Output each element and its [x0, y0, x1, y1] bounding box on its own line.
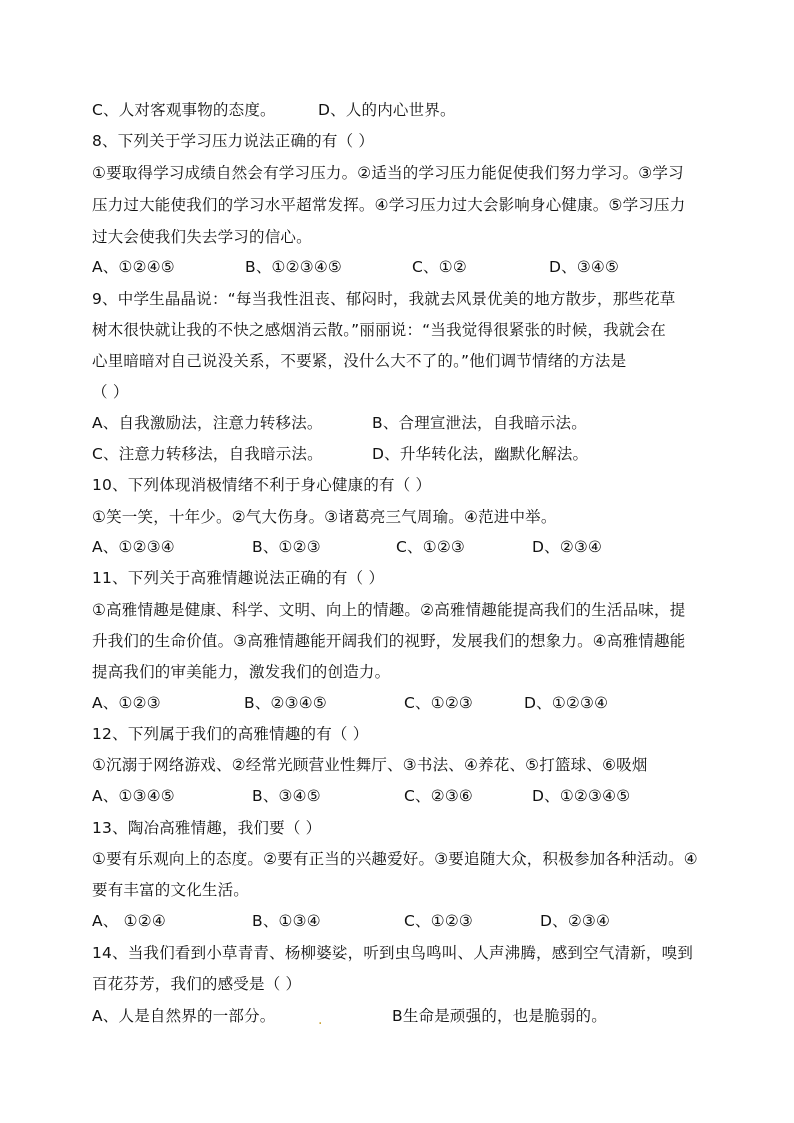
option-b: B、①②③ — [252, 538, 321, 556]
question-14-stem: 百花芬芳，我们的感受是（ ） — [92, 975, 302, 993]
option-d: D、①②③④ — [524, 694, 609, 712]
option-b: B、合理宣泄法，自我暗示法。 — [372, 414, 587, 432]
option-a: A、人是自然界的一部分。 — [92, 1007, 276, 1025]
question-13-stem: 13、陶冶高雅情趣，我们要（ ） — [92, 819, 322, 837]
option-d: D、升华转化法，幽默化解法。 — [372, 445, 589, 463]
option-b: B、①②③④⑤ — [245, 258, 343, 276]
question-11-statement-line: 升我们的生命价值。③高雅情趣能开阔我们的视野，发展我们的想象力。④高雅情趣能 — [92, 632, 686, 650]
option-b: B、①③④ — [252, 912, 321, 930]
question-13-statement-line: ①要有乐观向上的态度。②要有正当的兴趣爱好。③要追随大众，积极参加各种活动。④ — [92, 850, 698, 868]
option-d: D、②③④ — [540, 912, 611, 930]
option-a: A、①②③④ — [92, 538, 175, 556]
option-a: A、 ①②④ — [92, 912, 166, 930]
option-a: A、①③④⑤ — [92, 787, 175, 805]
question-9-stem: （ ） — [92, 383, 129, 401]
question-10-statement-line: ①笑一笑，十年少。②气大伤身。③诸葛亮三气周瑜。④范进中举。 — [92, 508, 557, 526]
option-c: C、①② — [412, 258, 467, 276]
question-11-stem: 11、下列关于高雅情趣说法正确的有（ ） — [92, 569, 385, 587]
option-d: D、③④⑤ — [549, 258, 620, 276]
option-b: B、③④⑤ — [252, 787, 321, 805]
option-c: C、①②③ — [404, 912, 474, 930]
option-c: C、注意力转移法，自我暗示法。 — [92, 445, 323, 463]
option-b: B生命是顽强的，也是脆弱的。 — [392, 1007, 607, 1025]
option-a: A、①②④⑤ — [92, 258, 175, 276]
question-11-statement-line: ①高雅情趣是健康、科学、文明、向上的情趣。②高雅情趣能提高我们的生活品味，提 — [92, 601, 686, 619]
question-9-stem: 心里暗暗对自己说没关系，不要紧，没什么大不了的。”他们调节情绪的方法是 — [92, 352, 627, 370]
question-12-stem: 12、下列属于我们的高雅情趣的有（ ） — [92, 725, 369, 743]
option-a: A、①②③ — [92, 694, 161, 712]
option-b: B、②③④⑤ — [244, 694, 327, 712]
question-10-stem: 10、下列体现消极情绪不利于身心健康的有（ ） — [92, 476, 432, 494]
question-9-stem: 9、中学生晶晶说：“每当我性沮丧、郁闷时，我就去风景优美的地方散步，那些花草 — [92, 290, 676, 308]
option-c: C、①②③ — [404, 694, 474, 712]
question-14-stem: 14、当我们看到小草青青、杨柳婆娑，听到虫鸟鸣叫、人声沸腾，感到空气清新，嗅到 — [92, 944, 694, 962]
question-12-statement-line: ①沉溺于网络游戏、②经常光顾营业性舞厅、③书法、④养花、⑤打篮球、⑥吸烟 — [92, 756, 648, 774]
option-c: C、②③⑥ — [404, 787, 474, 805]
question-8-statement-line: 过大会使我们失去学习的信心。 — [92, 228, 312, 246]
option-d: D、②③④ — [532, 538, 603, 556]
question-8-statement-line: ①要取得学习成绩自然会有学习压力。②适当的学习压力能促使我们努力学习。③学习 — [92, 164, 684, 182]
option-d: D、①②③④⑤ — [532, 787, 631, 805]
question-11-statement-line: 提高我们的审美能力，激发我们的创造力。 — [92, 663, 391, 681]
stray-dot-mark: . — [318, 1012, 323, 1028]
question-13-statement-line: 要有丰富的文化生活。 — [92, 881, 250, 899]
question-9-stem: 树木很快就让我的不快之感烟消云散。”丽丽说：“当我觉得很紧张的时候，我就会在 — [92, 321, 666, 339]
question-8-statement-line: 压力过大能使我们的学习水平超常发挥。④学习压力过大会影响身心健康。⑤学习压力 — [92, 196, 686, 214]
option-c: C、①②③ — [396, 538, 466, 556]
option-a: A、自我激励法，注意力转移法。 — [92, 414, 323, 432]
question-8-stem: 8、下列关于学习压力说法正确的有（ ） — [92, 132, 375, 150]
option-d: D、人的内心世界。 — [318, 101, 456, 119]
option-c: C、人对客观事物的态度。 — [92, 101, 276, 119]
